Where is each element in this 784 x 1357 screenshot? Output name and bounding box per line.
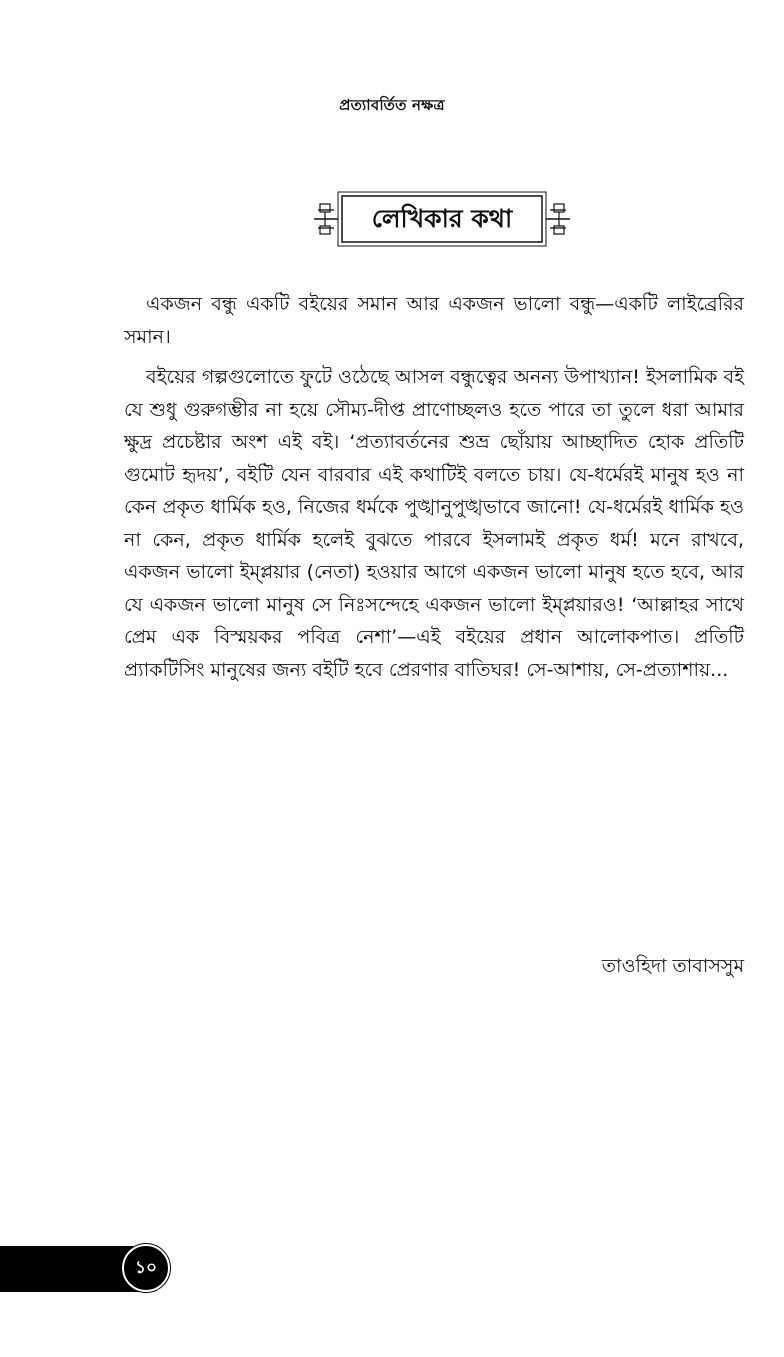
section-title: লেখিকার কথা: [371, 204, 513, 233]
foreword-body: [124, 288, 744, 694]
page-number: ১০: [134, 1258, 158, 1278]
paragraph: একজন বন্ধু একটি বইয়ের সমান আর একজন ভালো বন্ধু—একটি লাইব্রেরির সমান।: [124, 293, 744, 348]
running-header: প্রত্যাবর্তিত নক্ষত্র: [339, 96, 445, 114]
author-signature: তাওহিদা তাবাসসুম: [601, 955, 744, 977]
paragraph: বইয়ের গল্পগুলোতে ফুটে ওঠেছে আসল বন্ধুত্বের অনন্য উপাখ্যান! ইসলামিক বই যে শুধু গুরুগম্ভীর না হয়ে সৌম্য-দীপ্ত প্রাণোচ্ছলও হতে পারে তা তুলে ধরা আমার ক্ষুদ্র প্রচেষ্টার অংশ এই বই। ‘প্রত্যাবর্তনের শুভ্র ছোঁয়ায় আচ্ছাদিত হোক প্রতিটি গুমোট হৃদয়’, বইটি যেন বারবার এই কথাটিই বলতে চায়। যে-ধর্মেরই মানুষ হও না কেন প্রকৃত ধার্মিক হও, নিজের ধর্মকে পুঙ্খানুপুঙ্খভাবে জানো! যে-ধর্মেরই ধার্মিক হও না কেন, প্রকৃত ধার্মিক হলেই বুঝতে পারবে ইসলামই প্রকৃত ধর্ম! মনে রাখবে, একজন ভালো ইম্প্লয়ার (নেতা) হওয়ার আগে একজন ভালো মানুষ হতে হবে, আর যে একজন ভালো মানুষ সে নিঃসন্দেহে একজন ভালো ইম্প্লয়ারও! ‘আল্লাহর সাথে প্রেম এক বিস্ময়কর পবিত্র নেশা’—এই বইয়ের প্রধান আলোকপাত। প্রতিটি প্র্যাকটিসিং মানুষের জন্য বইটি হবে প্রেরণার বাতিঘর! সে-আশায়, সে-প্রত্যাশায়...: [124, 366, 744, 681]
section-title-frame: [312, 188, 572, 250]
